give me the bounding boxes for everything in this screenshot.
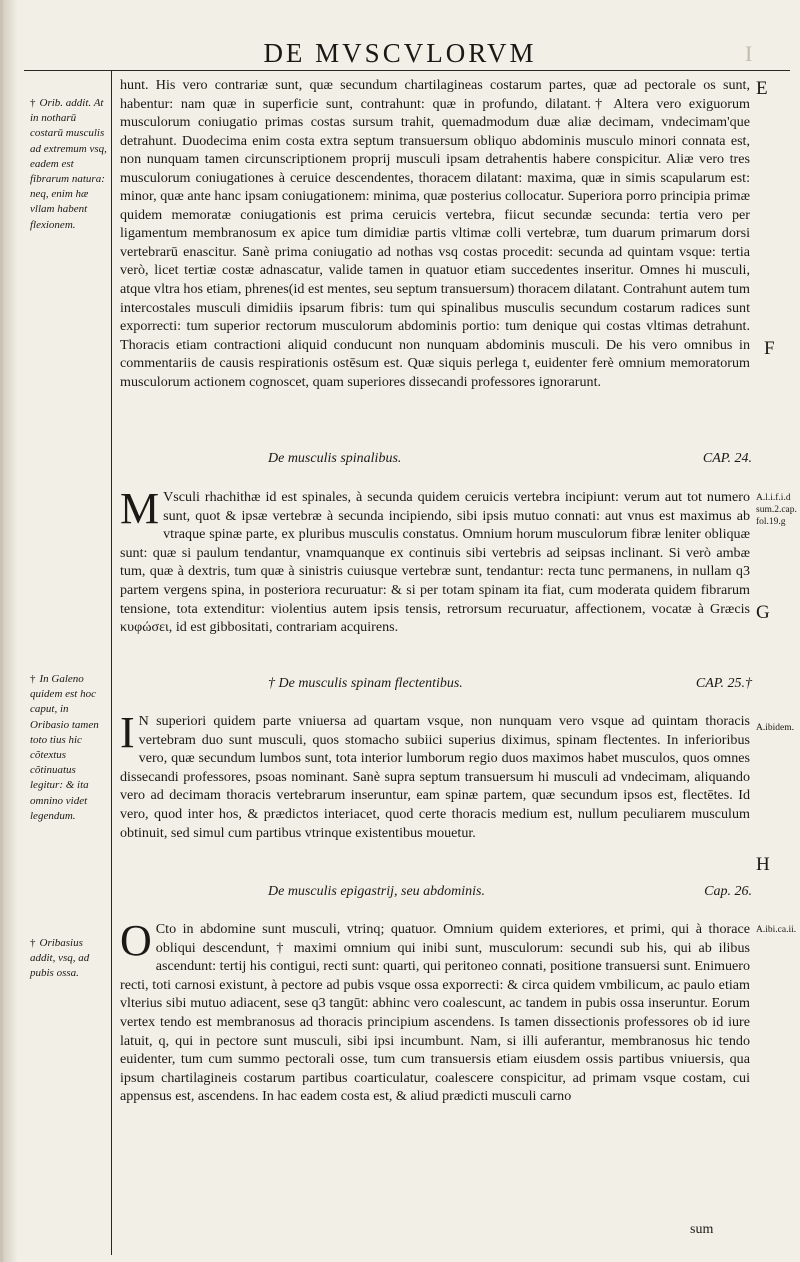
chapter-24-text: [120, 488, 750, 664]
chapter-24-title: De musculis spinalibus.: [268, 451, 402, 466]
bleed-through-mark: I: [745, 41, 753, 66]
margin-letter-E: E: [756, 78, 768, 99]
dagger-icon: †: [30, 937, 36, 949]
margin-rule: [111, 70, 112, 1255]
margin-note-galen: † In Galeno quidem est hoc caput, in Oribasio tamen toto tius hic cõtextus cõtinuatus legitur: & ita omnino videt legendum.: [30, 673, 99, 822]
chapter-25-number: CAP. 25.†: [695, 676, 752, 691]
chapter-26-number: Cap. 26.: [704, 884, 752, 899]
right-note-ref-2: A.ibidem.: [756, 723, 794, 733]
margin-letter-H: H: [756, 854, 770, 875]
chapter-26-paragraph: Cto in abdomine sunt musculi, vtrinq; quatuor. Omnium quidem exteriores, et primi, qui à thorace obliqui descendunt, † maximi omnium qui inibi sunt, musculorum: secundi sub his, qui ab ilibus ascendunt: tertij his contigui, recti sunt: quarti, qui peritoneo connati, positione transuersi sunt. Enimuero recti, toti carnosi existunt, à pectore ad pubis vsque ossa exporrecti: & circa quidem vmbilicum, ac paulo etiam vlterius sibi mutuo adiacent, sese q3 tangūt: abhinc vero coalescunt, ac tandem in pubis ossa inseruntur. Eorum vertex tendo est membranosus ad thoracis principium ascendens. Is tamen dissectionis professores ob id iure latuit, q, qui in pectore sunt musculi, sibi ipsi incumbunt. Nam, si illi auferantur, membranosus hic tendo euidenter, tum cum summo pectorali osse, tum cum transuersis etiam eiusdem ossis partibus vniuersis, qua ipsum chartilagineis costarum partibus coarticulatur, coalescere conspicitur, ad primam vsque costam, cui appensus est, ascendens. In hac eadem costa est, & aliud prædicti musculi carno: [120, 921, 750, 1105]
main-text: [120, 76, 750, 418]
dropcap-O: O: [120, 920, 152, 965]
catchword: sum: [690, 1222, 714, 1237]
binding-shadow: [0, 0, 3, 1262]
margin-note-pubis: † Oribasius addit, vsq, ad pubis ossa.: [30, 937, 90, 980]
dropcap-I: I: [120, 712, 135, 757]
chapter-25-title: † De musculis spinam flectentibus.: [268, 676, 463, 691]
right-note-ref-1: A.l.i.f.i.d sum.2.cap. fol.19.g: [756, 493, 797, 527]
chapter-26-text: [120, 920, 750, 1218]
chapter-24-paragraph: Vsculi rhachithæ id est spinales, à secunda quidem ceruicis vertebra incipiunt: verum aut tot numero sunt, quot & ipsæ vertebræ à secunda incipiendo, sibi ipsis mutuo connati: aut vnus est maximus ab vtraque spinæ parte, ex pluribus musculis constatus. Omnium horum musculorum fibræ leniter obliquæ sunt: quæ si paulum tendantur, vnamquanque ex continuis sibi vertebris ad seipsas inclinant. Si verò ambæ tum, quæ à dextris, tum quæ à sinistris cuiusque vertebræ sunt, tendantur: recta tunc permanens, in nullam q3 partem vergens spina, in posteriora recuruatur: & si per totam spinam ita fiat, cum moderata quidem fibrarum tensione, tota extenditur: violentius autem ipsis tensis, retrorsum recuruatur, affectionem, vocatæ à Græcis κυφώσει, id est gibbositati, contrariam acquirens.: [120, 489, 750, 636]
dagger-icon: †: [30, 97, 36, 109]
main-paragraph: hunt. His vero contrariæ sunt, quæ secundum chartilagineas costarum partes, quæ ad pectorale os sunt, habentur: nam quæ in superficie sunt, contrahunt: quæ in profundo, dilatant.† Altera vero exiguorum musculorum coniugatio primas costas sursum trahit, quemadmodum duæ aliæ decimam, vndecimam'que detrahunt. Duodecima enim costa extra septum transuersum obliquo abdominis musculo minori connata est, non nunquam tamen circunscriptionem proprij musculi ipsam detrahentis habere conspicitur. Aliæ vero tres musculorum coniugationes à ceruice descendentes, thoracem dilatant: maxima, quæ in simis scapularum est: minor, quæ ante hanc ipsam coniugationem: minima, quæ posterius collocatur. Superiora porro principia primæ quidem memoratæ coniugationis est prima ceruicis vertebra, fiicut secundæ secunda: tertia vero per ligamentum membranosum ex apice tum dimidiæ partis vltimæ colli vertebræ, tum duarum primarum dorsi vertebrarū enascitur. Sanè prima coniugatio ad nothas vsq costas procedit: secunda ad quintam vsque: tertia verò, licet tertiæ costæ adnascatur, valide tamen in quatuor etiam succedentes inseritur. Omnes hi musculi, atque vltra hos etiam, phrenes(id est mentes, seu septum transuersum) thoracem dilatant. Contrahunt autem tum intercostales musculi dimidiis ipsarum fibris: tum qui spinalibus musculis secundum costarum radices sunt exporrecti: tum superior rectorum musculorum abdominis portio: tum denique qui costas vltimas detrahunt. Thoracis etiam contractioni aliquid conducunt non nunquam abdominis musculi. De his vero omnibus in commentariis de causis respirationis ostēsum est. Quæ siquis perlega t, euidenter ferè omnium memoratorum musculorum actionem cognoscet, quam superiores dissecandi professores ignorarunt.: [120, 77, 750, 390]
margin-note-oribasius: † Orib. addit. At in notharū costarū musculis ad extremum vsq, eadem est fibrarum natura: neq, enim hæ vllam habent flexionem.: [30, 97, 107, 231]
chapter-26-title: De musculis epigastrij, seu abdominis.: [268, 884, 485, 899]
chapter-25-paragraph: N superiori quidem parte vniuersa ad quartam vsque, non nunquam vero vsque ad quintam thoracis vertebram duo sunt musculi, quos stomacho subiici superius diximus, spinam flectentes. In inferioribus vero, quæ secundum lumbos sunt, tota interior lumborum regio duos maximos habet musculos, quos omnes dissecandi professores, psoas nominant. Sanè supra septum transuersum hi musculi ad vndecimam, aliquando vero ad decimam thoracis vertebrarum inseruntur, eam spinæ partem, quæ secundum ipsos est, flectētes. Id vero, quod inter hos, & prædictos interiacet, quod certe thoracis medium est, nullum peculiarem musculum obtinuit, sed simul cum partibus vtrinque existentibus mouetur.: [120, 713, 750, 841]
margin-letter-F: F: [764, 338, 775, 359]
chapter-24-number: CAP. 24.: [702, 451, 752, 466]
right-note-ref-3: A.ibi.ca.ii.: [756, 925, 797, 935]
dagger-icon: †: [30, 673, 36, 685]
running-head: DE MVSCVLORVM: [263, 38, 537, 68]
dropcap-M: M: [120, 488, 160, 533]
header-rule: [24, 70, 790, 71]
chapter-25-text: [120, 712, 750, 860]
margin-letter-G: G: [756, 602, 770, 623]
